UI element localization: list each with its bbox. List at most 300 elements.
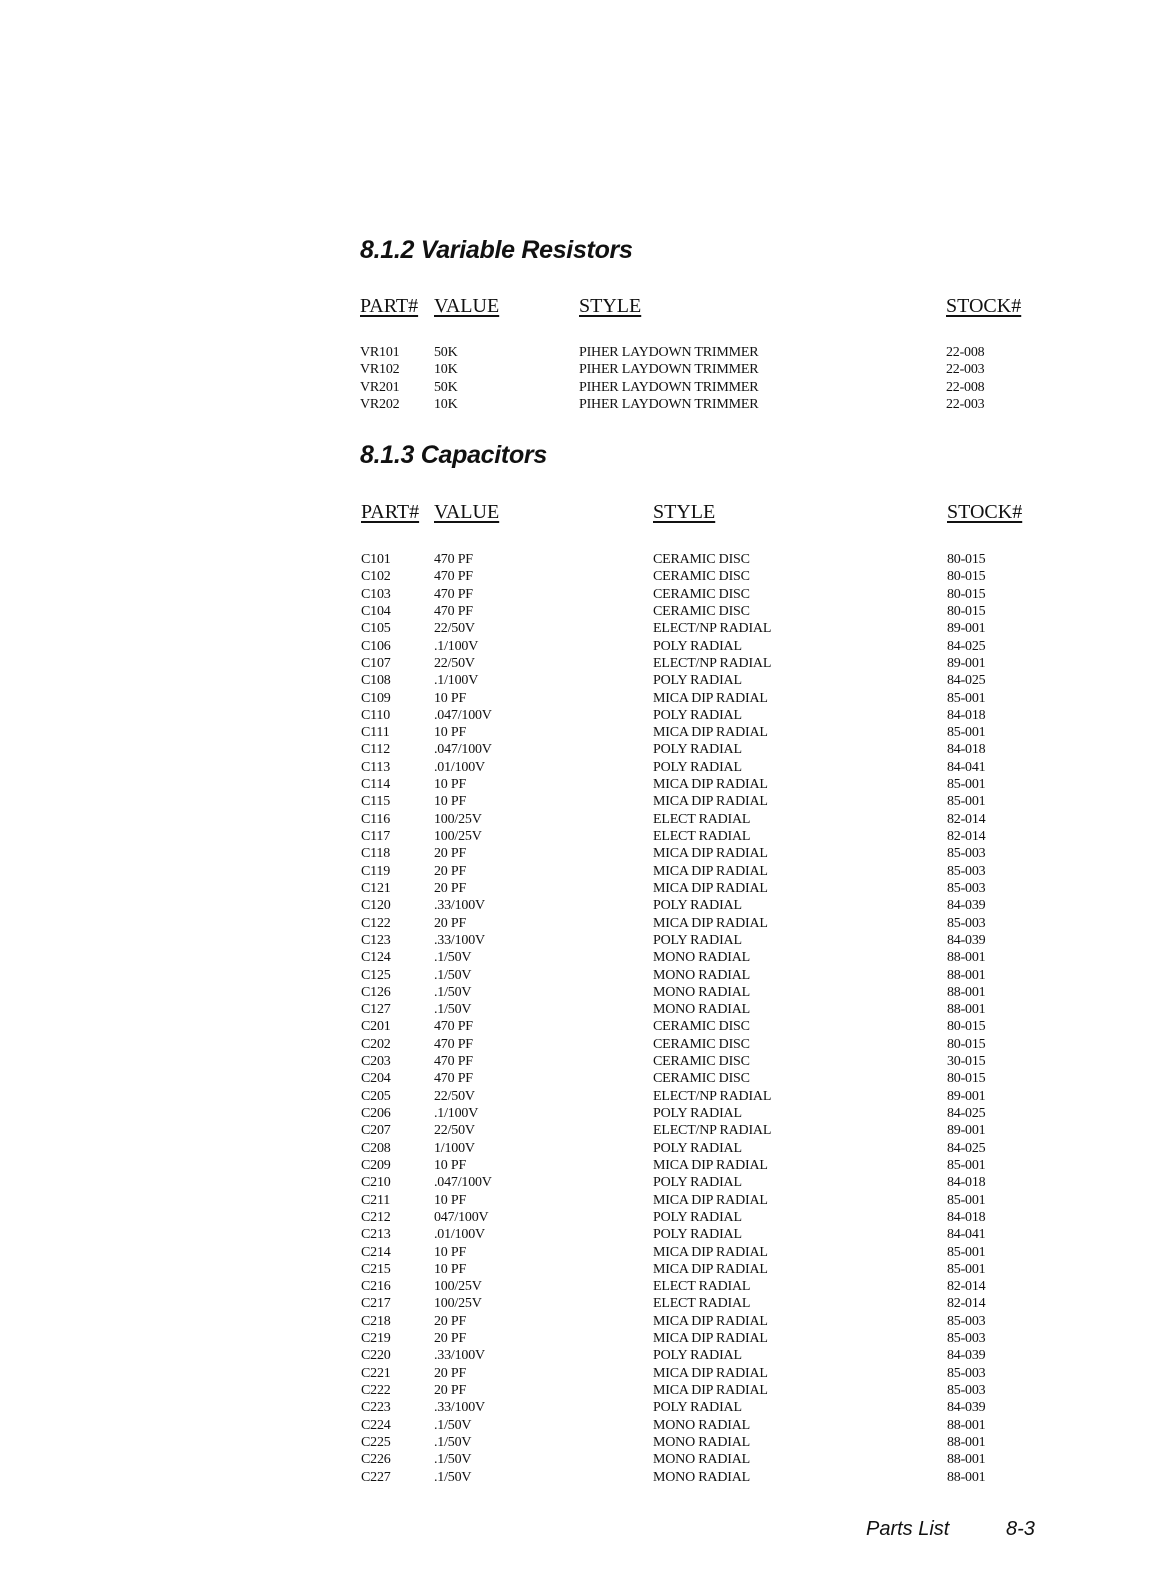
value-cell: 100/25V (434, 811, 482, 827)
value-cell: .1/50V (434, 1417, 472, 1433)
value-cell: .1/50V (434, 967, 472, 983)
table-row (0, 1244, 1162, 1261)
stock-cell: 80-015 (947, 586, 986, 602)
part-cell: VR202 (360, 397, 400, 413)
part-cell: C101 (361, 552, 391, 567)
part-cell: C118 (361, 846, 391, 862)
stock-cell: 85-001 (947, 1157, 986, 1173)
value-cell: 20 PF (434, 915, 467, 931)
value-cell: .01/100V (434, 1227, 485, 1243)
value-column-header: VALUE (434, 295, 500, 317)
part-cell: VR102 (360, 362, 400, 378)
table-row (0, 1036, 1162, 1053)
stock-cell: 84-039 (947, 898, 986, 914)
table-row (0, 724, 1162, 741)
part-cell: C202 (361, 1036, 391, 1052)
stock-cell: 88-001 (947, 1452, 986, 1468)
value-cell: .047/100V (434, 707, 492, 723)
table-row (0, 690, 1162, 707)
part-cell: C216 (361, 1279, 391, 1295)
table-row (0, 759, 1162, 776)
stock-cell: 85-003 (947, 1365, 986, 1381)
part-cell: C112 (361, 742, 391, 758)
style-cell: PIHER LAYDOWN TRIMMER (579, 397, 759, 413)
style-cell: MONO RADIAL (653, 1469, 750, 1485)
table-row (0, 379, 1162, 396)
stock-cell: 84-039 (947, 1400, 986, 1416)
value-cell: 10 PF (434, 1244, 467, 1260)
table-row (0, 707, 1162, 724)
part-cell: C117 (361, 829, 391, 844)
table-row (0, 1382, 1162, 1399)
style-cell: CERAMIC DISC (653, 586, 750, 602)
part-column-header: PART# (361, 501, 420, 523)
part-cell: C203 (361, 1054, 391, 1070)
style-column-header: STYLE (579, 295, 642, 317)
table-row (0, 1088, 1162, 1105)
style-cell: ELECT/NP RADIAL (653, 1123, 772, 1139)
table-row (0, 1174, 1162, 1191)
stock-cell: 82-014 (947, 811, 986, 827)
part-cell: C207 (361, 1123, 391, 1139)
table-row (0, 1018, 1162, 1035)
value-cell: 470 PF (434, 1036, 473, 1052)
value-cell: .1/50V (434, 984, 472, 1000)
table-row (0, 1070, 1162, 1087)
stock-cell: 84-018 (947, 1175, 986, 1191)
style-cell: MICA DIP RADIAL (653, 1365, 768, 1381)
table-row (0, 1313, 1162, 1330)
table-row (0, 655, 1162, 672)
part-cell: C206 (361, 1106, 391, 1121)
table-row (0, 1192, 1162, 1209)
value-cell: 470 PF (434, 1019, 473, 1035)
table-row (0, 1330, 1162, 1347)
value-cell: 470 PF (434, 552, 473, 567)
value-cell: .1/100V (434, 638, 479, 654)
part-cell: C103 (361, 586, 391, 602)
stock-cell: 84-025 (947, 1106, 986, 1121)
table-row (0, 672, 1162, 689)
stock-cell: 22-008 (946, 345, 985, 360)
stock-cell: 82-014 (947, 829, 986, 844)
stock-cell: 85-003 (947, 846, 986, 862)
table-row (0, 1001, 1162, 1018)
value-cell: .1/50V (434, 1452, 472, 1468)
stock-cell: 85-001 (947, 777, 986, 793)
part-cell: C108 (361, 673, 391, 689)
style-cell: MICA DIP RADIAL (653, 863, 768, 879)
part-cell: C123 (361, 932, 391, 948)
part-cell: C210 (361, 1175, 391, 1191)
stock-cell: 84-025 (947, 1140, 986, 1156)
variable-resistors-table (0, 344, 1162, 414)
table-row (0, 863, 1162, 880)
value-cell: 10 PF (434, 690, 467, 706)
style-cell: MICA DIP RADIAL (653, 1261, 768, 1277)
part-cell: C121 (361, 880, 391, 896)
value-cell: .047/100V (434, 1175, 492, 1191)
stock-cell: 84-041 (947, 1227, 986, 1243)
style-cell: POLY RADIAL (653, 638, 742, 654)
stock-cell: 84-018 (947, 742, 986, 758)
table-row (0, 1140, 1162, 1157)
style-cell: MICA DIP RADIAL (653, 1331, 768, 1347)
table-row (0, 568, 1162, 585)
table-row (0, 845, 1162, 862)
capacitors-title: 8.1.3 Capacitors (360, 441, 547, 469)
stock-cell: 84-025 (947, 638, 986, 654)
style-cell: PIHER LAYDOWN TRIMMER (579, 345, 759, 360)
part-cell: C226 (361, 1452, 391, 1468)
style-cell: MICA DIP RADIAL (653, 777, 768, 793)
table-row (0, 1347, 1162, 1364)
table-row (0, 638, 1162, 655)
style-cell: CERAMIC DISC (653, 1054, 750, 1070)
value-cell: .047/100V (434, 742, 492, 758)
style-cell: CERAMIC DISC (653, 569, 750, 585)
stock-cell: 88-001 (947, 950, 986, 966)
style-cell: POLY RADIAL (653, 759, 742, 775)
value-cell: .1/50V (434, 1002, 472, 1018)
style-cell: POLY RADIAL (653, 1209, 742, 1225)
style-cell: MONO RADIAL (653, 950, 750, 966)
table-row (0, 915, 1162, 932)
table-row (0, 620, 1162, 637)
style-cell: POLY RADIAL (653, 1400, 742, 1416)
stock-cell: 89-001 (947, 655, 986, 671)
style-cell: MONO RADIAL (653, 1452, 750, 1468)
value-cell: 470 PF (434, 569, 473, 585)
part-cell: C223 (361, 1400, 391, 1416)
part-cell: C111 (361, 725, 390, 741)
stock-cell: 80-015 (947, 1071, 986, 1087)
part-cell: C125 (361, 967, 391, 983)
style-cell: POLY RADIAL (653, 707, 742, 723)
table-row (0, 984, 1162, 1001)
part-cell: C201 (361, 1019, 391, 1035)
part-cell: C204 (361, 1071, 391, 1087)
table-row (0, 949, 1162, 966)
value-cell: 10 PF (434, 777, 467, 793)
value-cell: 470 PF (434, 586, 473, 602)
table-row (0, 1157, 1162, 1174)
part-cell: C221 (361, 1365, 391, 1381)
part-cell: C109 (361, 690, 391, 706)
table-row (0, 344, 1162, 361)
value-cell: 1/100V (434, 1140, 475, 1156)
value-cell: 10 PF (434, 1157, 467, 1173)
part-cell: C126 (361, 984, 391, 1000)
part-cell: C222 (361, 1383, 391, 1398)
stock-cell: 84-039 (947, 932, 986, 948)
value-cell: 20 PF (434, 1365, 467, 1381)
value-column-header: VALUE (434, 501, 500, 523)
stock-cell: 80-015 (947, 603, 986, 619)
table-row (0, 967, 1162, 984)
stock-cell: 88-001 (947, 1469, 986, 1485)
stock-cell: 82-014 (947, 1296, 986, 1312)
style-cell: MICA DIP RADIAL (653, 846, 768, 862)
table-row (0, 551, 1162, 568)
value-cell: .33/100V (434, 898, 485, 914)
style-cell: MONO RADIAL (653, 1002, 750, 1018)
style-cell: MICA DIP RADIAL (653, 915, 768, 931)
value-cell: .1/100V (434, 673, 479, 689)
part-cell: C208 (361, 1140, 391, 1156)
style-cell: MONO RADIAL (653, 984, 750, 1000)
style-cell: CERAMIC DISC (653, 1019, 750, 1035)
footer-section-label: Parts List (866, 1518, 950, 1540)
value-cell: 50K (434, 345, 458, 360)
style-cell: POLY RADIAL (653, 742, 742, 758)
stock-cell: 82-014 (947, 1279, 986, 1295)
value-cell: 22/50V (434, 1088, 475, 1104)
style-cell: POLY RADIAL (653, 1140, 742, 1156)
value-cell: 22/50V (434, 655, 475, 671)
style-cell: MICA DIP RADIAL (653, 1192, 768, 1208)
stock-cell: 84-039 (947, 1348, 986, 1364)
style-cell: PIHER LAYDOWN TRIMMER (579, 362, 759, 378)
table-row (0, 793, 1162, 810)
table-row (0, 586, 1162, 603)
value-cell: 100/25V (434, 1279, 482, 1295)
value-cell: 50K (434, 379, 458, 395)
stock-cell: 80-015 (947, 569, 986, 585)
part-cell: C212 (361, 1209, 391, 1225)
part-cell: C211 (361, 1192, 391, 1208)
style-cell: MICA DIP RADIAL (653, 725, 768, 741)
stock-cell: 85-003 (947, 880, 986, 896)
part-cell: C113 (361, 759, 391, 775)
part-cell: C220 (361, 1348, 391, 1364)
value-cell: 470 PF (434, 603, 473, 619)
value-cell: 10 PF (434, 725, 467, 741)
value-cell: 10 PF (434, 1261, 467, 1277)
style-cell: POLY RADIAL (653, 932, 742, 948)
style-cell: POLY RADIAL (653, 898, 742, 914)
part-cell: C217 (361, 1296, 391, 1312)
part-cell: C205 (361, 1088, 391, 1104)
stock-cell: 89-001 (947, 1123, 986, 1139)
stock-cell: 85-001 (947, 794, 986, 810)
style-cell: ELECT RADIAL (653, 811, 751, 827)
part-cell: C110 (361, 707, 391, 723)
style-cell: MICA DIP RADIAL (653, 1244, 768, 1260)
table-row (0, 1053, 1162, 1070)
style-cell: ELECT/NP RADIAL (653, 1088, 772, 1104)
stock-cell: 88-001 (947, 1434, 986, 1450)
footer-page-number: 8-3 (1006, 1518, 1035, 1540)
style-cell: MONO RADIAL (653, 1434, 750, 1450)
style-cell: PIHER LAYDOWN TRIMMER (579, 379, 759, 395)
style-cell: ELECT/NP RADIAL (653, 655, 772, 671)
part-cell: C209 (361, 1157, 391, 1173)
table-row (0, 1122, 1162, 1139)
stock-cell: 85-001 (947, 690, 986, 706)
stock-cell: 22-008 (946, 379, 985, 395)
stock-cell: 85-001 (947, 1261, 986, 1277)
value-cell: 20 PF (434, 863, 467, 879)
style-cell: CERAMIC DISC (653, 1071, 750, 1087)
table-row (0, 897, 1162, 914)
value-cell: 10K (434, 362, 458, 378)
table-row (0, 1226, 1162, 1243)
style-cell: MONO RADIAL (653, 967, 750, 983)
value-cell: 20 PF (434, 1313, 467, 1329)
part-cell: C114 (361, 777, 391, 793)
stock-cell: 85-001 (947, 1244, 986, 1260)
part-cell: C124 (361, 950, 391, 966)
value-cell: .33/100V (434, 1400, 485, 1416)
style-cell: CERAMIC DISC (653, 1036, 750, 1052)
stock-cell: 80-015 (947, 1019, 986, 1035)
stock-cell: 89-001 (947, 621, 986, 637)
stock-cell: 80-015 (947, 552, 986, 567)
value-cell: 20 PF (434, 880, 467, 896)
table-row (0, 603, 1162, 620)
style-cell: ELECT RADIAL (653, 829, 751, 844)
capacitors-table (0, 551, 1162, 1486)
table-row (0, 1399, 1162, 1416)
style-cell: MICA DIP RADIAL (653, 690, 768, 706)
part-cell: C115 (361, 794, 391, 810)
part-cell: C215 (361, 1261, 391, 1277)
table-row (0, 1105, 1162, 1122)
table-row (0, 741, 1162, 758)
stock-cell: 85-003 (947, 1313, 986, 1329)
stock-cell: 85-001 (947, 725, 986, 741)
value-cell: 047/100V (434, 1209, 489, 1225)
stock-cell: 85-003 (947, 1331, 986, 1347)
part-cell: C127 (361, 1002, 391, 1018)
table-row (0, 1469, 1162, 1486)
style-cell: POLY RADIAL (653, 1106, 742, 1121)
part-cell: VR101 (360, 345, 400, 360)
table-row (0, 880, 1162, 897)
table-row (0, 811, 1162, 828)
stock-cell: 84-018 (947, 1209, 986, 1225)
stock-cell: 88-001 (947, 984, 986, 1000)
style-cell: MICA DIP RADIAL (653, 1313, 768, 1329)
part-cell: C122 (361, 915, 391, 931)
stock-cell: 85-001 (947, 1192, 986, 1208)
value-cell: 22/50V (434, 1123, 475, 1139)
value-cell: 10 PF (434, 1192, 467, 1208)
stock-cell: 30-015 (947, 1054, 986, 1070)
table-row (0, 1417, 1162, 1434)
value-cell: .1/50V (434, 1434, 472, 1450)
value-cell: .33/100V (434, 932, 485, 948)
stock-cell: 22-003 (946, 362, 985, 378)
stock-cell: 84-018 (947, 707, 986, 723)
style-cell: POLY RADIAL (653, 673, 742, 689)
stock-column-header: STOCK# (947, 501, 1023, 523)
part-cell: C225 (361, 1434, 391, 1450)
part-column-header: PART# (360, 295, 419, 317)
value-cell: 22/50V (434, 621, 475, 637)
table-row (0, 1365, 1162, 1382)
table-row (0, 1278, 1162, 1295)
part-cell: C213 (361, 1227, 391, 1243)
value-cell: 10K (434, 397, 458, 413)
stock-cell: 84-025 (947, 673, 986, 689)
value-cell: 470 PF (434, 1054, 473, 1070)
part-cell: C107 (361, 655, 391, 671)
stock-cell: 84-041 (947, 759, 986, 775)
stock-cell: 88-001 (947, 967, 986, 983)
table-row (0, 361, 1162, 378)
table-row (0, 396, 1162, 413)
value-cell: 100/25V (434, 1296, 482, 1312)
value-cell: .1/50V (434, 1469, 472, 1485)
style-cell: MICA DIP RADIAL (653, 1157, 768, 1173)
style-cell: MICA DIP RADIAL (653, 794, 768, 810)
stock-column-header: STOCK# (946, 295, 1022, 317)
table-row (0, 1209, 1162, 1226)
part-cell: C227 (361, 1469, 391, 1485)
table-row (0, 932, 1162, 949)
table-row (0, 1451, 1162, 1468)
part-cell: C219 (361, 1331, 391, 1347)
style-cell: POLY RADIAL (653, 1348, 742, 1364)
style-cell: POLY RADIAL (653, 1175, 742, 1191)
style-cell: MICA DIP RADIAL (653, 880, 768, 896)
part-cell: VR201 (360, 379, 400, 395)
table-row (0, 1434, 1162, 1451)
value-cell: 20 PF (434, 846, 467, 862)
table-row (0, 1261, 1162, 1278)
style-column-header: STYLE (653, 501, 716, 523)
part-cell: C106 (361, 638, 391, 654)
value-cell: .33/100V (434, 1348, 485, 1364)
stock-cell: 22-003 (946, 397, 985, 413)
style-cell: CERAMIC DISC (653, 552, 750, 567)
stock-cell: 85-003 (947, 863, 986, 879)
part-cell: C224 (361, 1417, 391, 1433)
table-row (0, 828, 1162, 845)
value-cell: 470 PF (434, 1071, 473, 1087)
part-cell: C104 (361, 603, 391, 619)
stock-cell: 88-001 (947, 1002, 986, 1018)
style-cell: CERAMIC DISC (653, 603, 750, 619)
value-cell: 20 PF (434, 1383, 467, 1398)
value-cell: .1/50V (434, 950, 472, 966)
style-cell: ELECT RADIAL (653, 1279, 751, 1295)
part-cell: C105 (361, 621, 391, 637)
value-cell: 20 PF (434, 1331, 467, 1347)
style-cell: MONO RADIAL (653, 1417, 750, 1433)
stock-cell: 85-003 (947, 915, 986, 931)
part-cell: C214 (361, 1244, 391, 1260)
part-cell: C116 (361, 811, 391, 827)
value-cell: 100/25V (434, 829, 482, 844)
value-cell: .1/100V (434, 1106, 479, 1121)
part-cell: C120 (361, 898, 391, 914)
part-cell: C102 (361, 569, 391, 585)
stock-cell: 88-001 (947, 1417, 986, 1433)
style-cell: MICA DIP RADIAL (653, 1383, 768, 1398)
part-cell: C218 (361, 1313, 391, 1329)
stock-cell: 85-003 (947, 1383, 986, 1398)
style-cell: ELECT/NP RADIAL (653, 621, 772, 637)
value-cell: 10 PF (434, 794, 467, 810)
value-cell: .01/100V (434, 759, 485, 775)
stock-cell: 89-001 (947, 1088, 986, 1104)
style-cell: ELECT RADIAL (653, 1296, 751, 1312)
stock-cell: 80-015 (947, 1036, 986, 1052)
table-row (0, 776, 1162, 793)
